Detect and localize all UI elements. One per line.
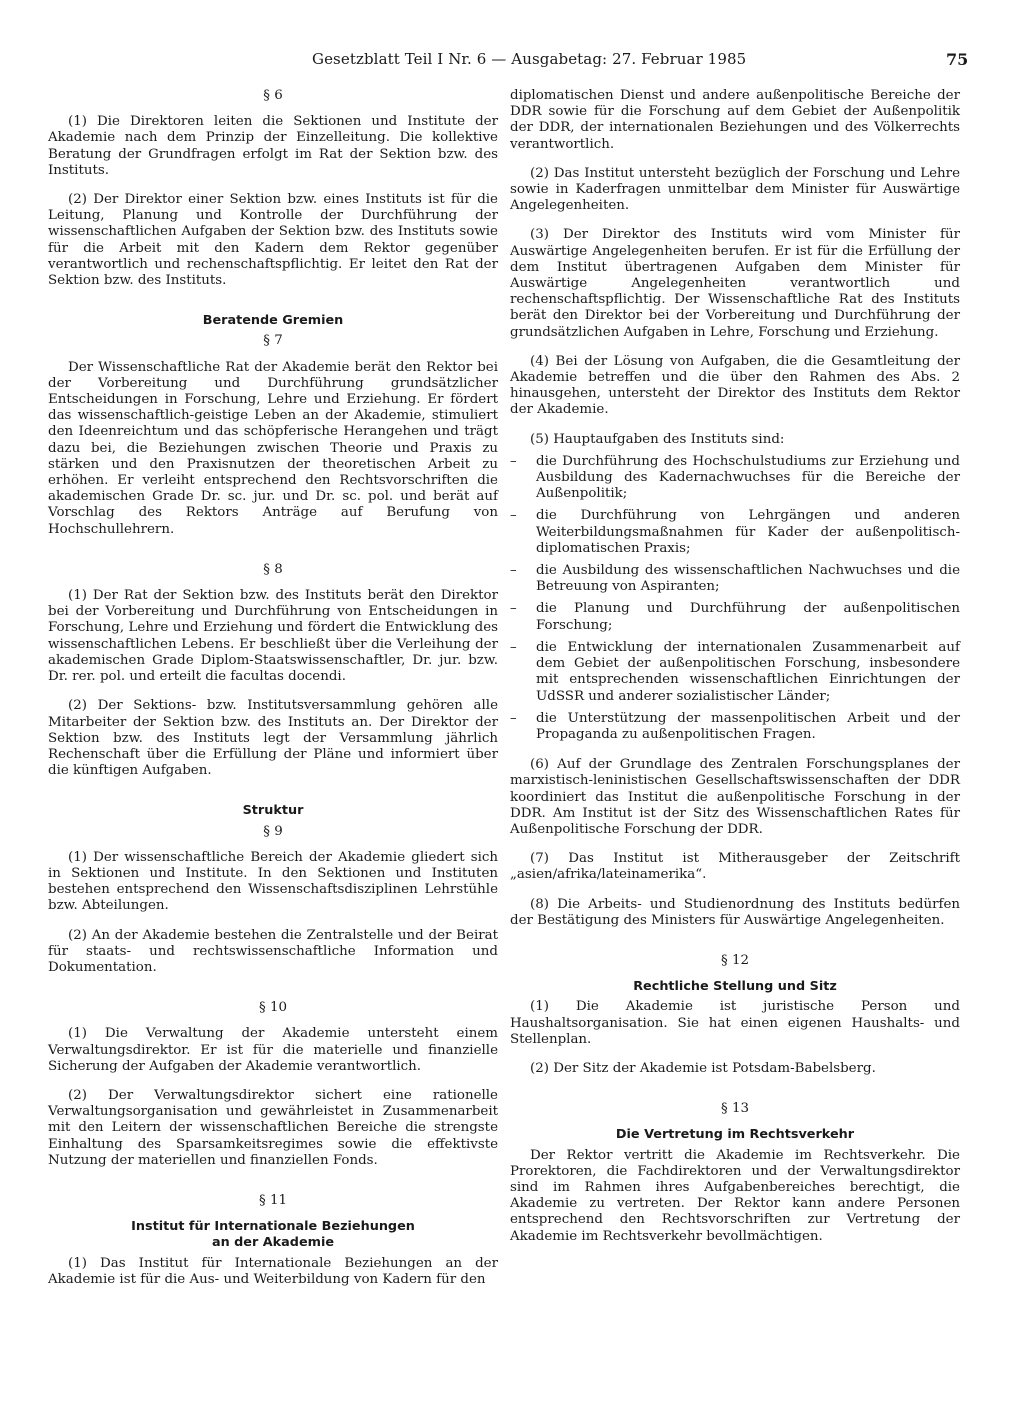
section-11-paragraph-1: (1) Das Institut für Internationale Beziehungen an der Akademie ist für die Aus- und Weiterbildung von Kadern für den	[48, 1255, 498, 1287]
section-7-paragraph-1: Der Wissenschaftliche Rat der Akademie berät den Rektor bei der Vorbereitung und Durchführung grundsätzlicher Entscheidungen in Forschung, Lehre und Erziehung. Er fördert das wissenschaftlich-geistige Leben an der Akademie, stimuliert den Ideenreichtum und das schöpferische Herangehen und trägt dazu bei, die Beziehungen zwischen Theorie und Praxis zu stärken und den Praxisnutzen der theoretischen Arbeit zu erhöhen. Er verleiht entsprechend den Rechtsvorschriften die akademischen Grade Dr. sc. jur. und Dr. sc. pol. und berät auf Vorschlag des Rektors Anträge auf Berufung von Hochschullehrern.	[48, 359, 498, 537]
section-9-paragraph-1: (1) Der wissenschaftliche Bereich der Akademie gliedert sich in Sektionen und Institute. In den Sektionen und Instituten bestehen entsprechend den Wissenschaftsdisziplinen Lehrstühle bzw. Abteilungen.	[48, 849, 498, 914]
section-9-paragraph-2: (2) An der Akademie bestehen die Zentralstelle und der Beirat für staats- und rechtswissenschaftliche Information und Dokumentation.	[48, 927, 498, 975]
list-item	[510, 711, 960, 743]
header-title: Gesetzblatt Teil I Nr. 6 — Ausgabetag: 27. Februar 1985	[312, 50, 747, 68]
tasks-list	[510, 454, 960, 743]
section-12-paragraph-2: (2) Der Sitz der Akademie ist Potsdam-Babelsberg.	[530, 1060, 876, 1076]
heading-struktur: Struktur	[242, 803, 304, 819]
section-9-label: § 9	[263, 823, 283, 839]
section-11-paragraph-7: (7) Das Institut ist Mitherausgeber der Zeitschrift „asien/afrika/lateinamerika“.	[510, 851, 960, 883]
section-11-continuation: diplomatischen Dienst und andere außenpolitische Bereiche der DDR sowie für die Forschung auf dem Gebiet der Außenpolitik der DDR, der internationalen Beziehungen und des Völkerrechts verantwortlich.	[510, 88, 960, 152]
section-12-paragraph-1: (1) Die Akademie ist juristische Person und Haushaltsorganisation. Sie hat einen eigenen Haushalts- und Stellenplan.	[510, 999, 960, 1047]
list-dash: –	[510, 601, 517, 617]
section-10-paragraph-2: (2) Der Verwaltungsdirektor sichert eine rationelle Verwaltungsorganisation und gewährleistet in Zusammenarbeit mit den Leitern der wissenschaftlichen Bereiche die strengste Einhaltung des Sparsamkeitsregimes sowie die effektivste Nutzung der materiellen und finanziellen Fonds.	[48, 1087, 498, 1168]
list-item-text: die Entwicklung der internationalen Zusammenarbeit auf dem Gebiet der außenpolitischen Forschung, insbesondere mit entsprechenden wissenschaftlichen Einrichtungen der UdSSR und anderer sozialistischer Länder;	[536, 639, 960, 704]
section-8-paragraph-1: (1) Der Rat der Sektion bzw. des Instituts berät den Direktor bei der Vorbereitung und Durchführung von Entscheidungen in Forschung, Lehre und Erziehung und fördert die Entwicklung des wissenschaftlichen Lebens. Er beschließt über die Verleihung der akademischen Grade Diplom-Staatswissenschaftler, Dr. jur. bzw. Dr. rer. pol. und erteilt die facultas docendi.	[48, 588, 498, 685]
section-6-paragraph-2: (2) Der Direktor einer Sektion bzw. eines Instituts ist für die Leitung, Planung und Kontrolle der Durchführung der wissenschaftlichen Aufgaben der Sektion bzw. des Instituts sowie für die Arbeit mit den Kadern dem Rektor gegenüber verantwortlich und rechenschaftspflichtig. Er leitet den Rat der Sektion bzw. des Instituts.	[48, 192, 498, 289]
section-12-label: § 12	[721, 952, 749, 968]
heading-beratende-gremien: Beratende Gremien	[202, 313, 344, 329]
list-dash: –	[510, 639, 517, 655]
list-item	[510, 454, 960, 503]
section-11-paragraph-8: (8) Die Arbeits- und Studienordnung des Instituts bedürfen der Bestätigung des Ministers für Auswärtige Angelegenheiten.	[510, 896, 960, 928]
list-item-text: die Durchführung des Hochschulstudiums zur Erziehung und Ausbildung des Kadernachwuchses für die Bereiche der Außenpolitik;	[536, 453, 960, 502]
section-7-label: § 7	[263, 333, 283, 349]
page-number: 75	[946, 50, 969, 69]
heading-rechtliche-stellung: Rechtliche Stellung und Sitz	[633, 979, 837, 995]
section-11-paragraph-2: (2) Das Institut untersteht bezüglich der Forschung und Lehre sowie in Kaderfragen unmittelbar dem Minister für Auswärtige Angelegenheiten.	[510, 165, 960, 214]
list-dash: –	[510, 710, 517, 726]
right-column	[510, 88, 960, 1258]
heading-institut-line-1: Institut für Internationale Beziehungen	[131, 1219, 415, 1235]
section-11-paragraph-4: (4) Bei der Lösung von Aufgaben, die die Gesamtleitung der Akademie betreffen und die über den Rahmen des Abs. 2 hinausgehen, untersteht der Direktor des Instituts dem Rektor der Akademie.	[510, 353, 960, 418]
list-dash: –	[510, 563, 517, 579]
list-item-text: die Ausbildung des wissenschaftlichen Nachwuchses und die Betreuung von Aspiranten;	[536, 563, 960, 595]
list-item-text: die Planung und Durchführung der außenpolitischen Forschung;	[536, 601, 960, 633]
list-item	[510, 508, 960, 557]
heading-vertretung: Die Vertretung im Rechtsverkehr	[615, 1127, 855, 1143]
list-item	[510, 601, 960, 633]
section-13-label: § 13	[721, 1101, 749, 1117]
section-6-paragraph-1: (1) Die Direktoren leiten die Sektionen und Institute der Akademie nach dem Prinzip der Einzelleitung. Die kollektive Beratung der Grundfragen erfolgt im Rat der Sektion bzw. des Instituts.	[48, 114, 498, 178]
section-6-label: § 6	[263, 88, 283, 103]
heading-institut-line-2: an der Akademie	[211, 1235, 335, 1251]
section-11-paragraph-5: (5) Hauptaufgaben des Instituts sind:	[530, 431, 785, 447]
list-item-text: die Durchführung von Lehrgängen und anderen Weiterbildungsmaßnahmen für Kader der außenpolitisch-diplomatischen Praxis;	[536, 508, 960, 556]
section-10-label: § 10	[259, 1000, 287, 1016]
list-item-text: die Unterstützung der massenpolitischen Arbeit und der Propaganda zu außenpolitischen Fragen.	[536, 710, 960, 742]
section-11-paragraph-6: (6) Auf der Grundlage des Zentralen Forschungsplanes der marxistisch-leninistischen Gesellschaftswissenschaften der DDR koordiniert das Institut die außenpolitische Forschung in der DDR. Am Institut ist der Sitz des Wissenschaftlichen Rates für Außenpolitische Forschung der DDR.	[510, 757, 960, 837]
section-11-label: § 11	[259, 1192, 287, 1208]
section-10-paragraph-1: (1) Die Verwaltung der Akademie untersteht einem Verwaltungsdirektor. Er ist für die materielle und finanzielle Sicherung der Aufgaben der Akademie verantwortlich.	[48, 1026, 498, 1074]
section-8-paragraph-2: (2) Der Sektions- bzw. Institutsversammlung gehören alle Mitarbeiter der Sektion bzw. des Instituts an. Der Direktor der Sektion bzw. des Instituts legt der Versammlung jährlich Rechenschaft über die Erfüllung der Pläne und informiert über die künftigen Aufgaben.	[48, 698, 498, 779]
page-header	[0, 50, 1024, 74]
list-item	[510, 563, 960, 595]
list-dash: –	[510, 453, 517, 469]
section-11-paragraph-3: (3) Der Direktor des Instituts wird vom Minister für Auswärtige Angelegenheiten berufen. Er ist für die Erfüllung der dem Institut übertragenen Aufgaben dem Minister für Auswärtige Angelegenheiten verantwortlich und rechenschaftspflichtig. Der Wissenschaftliche Rat des Instituts berät den Direktor bei der Vorbereitung und Durchführung der grundsätzlichen Aufgaben in Lehre, Forschung und Erziehung.	[510, 227, 960, 340]
left-column	[48, 88, 498, 1301]
section-13-paragraph-1: Der Rektor vertritt die Akademie im Rechtsverkehr. Die Prorektoren, die Fachdirektoren und der Verwaltungsdirektor sind im Rahmen ihres Aufgabenbereiches berechtigt, die Akademie zu vertreten. Der Rektor kann andere Personen entsprechend den Rechtsvorschriften zur Vertretung der Akademie im Rechtsverkehr bevollmächtigen.	[510, 1147, 960, 1244]
section-8-label: § 8	[263, 561, 283, 577]
list-item	[510, 640, 960, 705]
list-dash: –	[510, 508, 517, 524]
